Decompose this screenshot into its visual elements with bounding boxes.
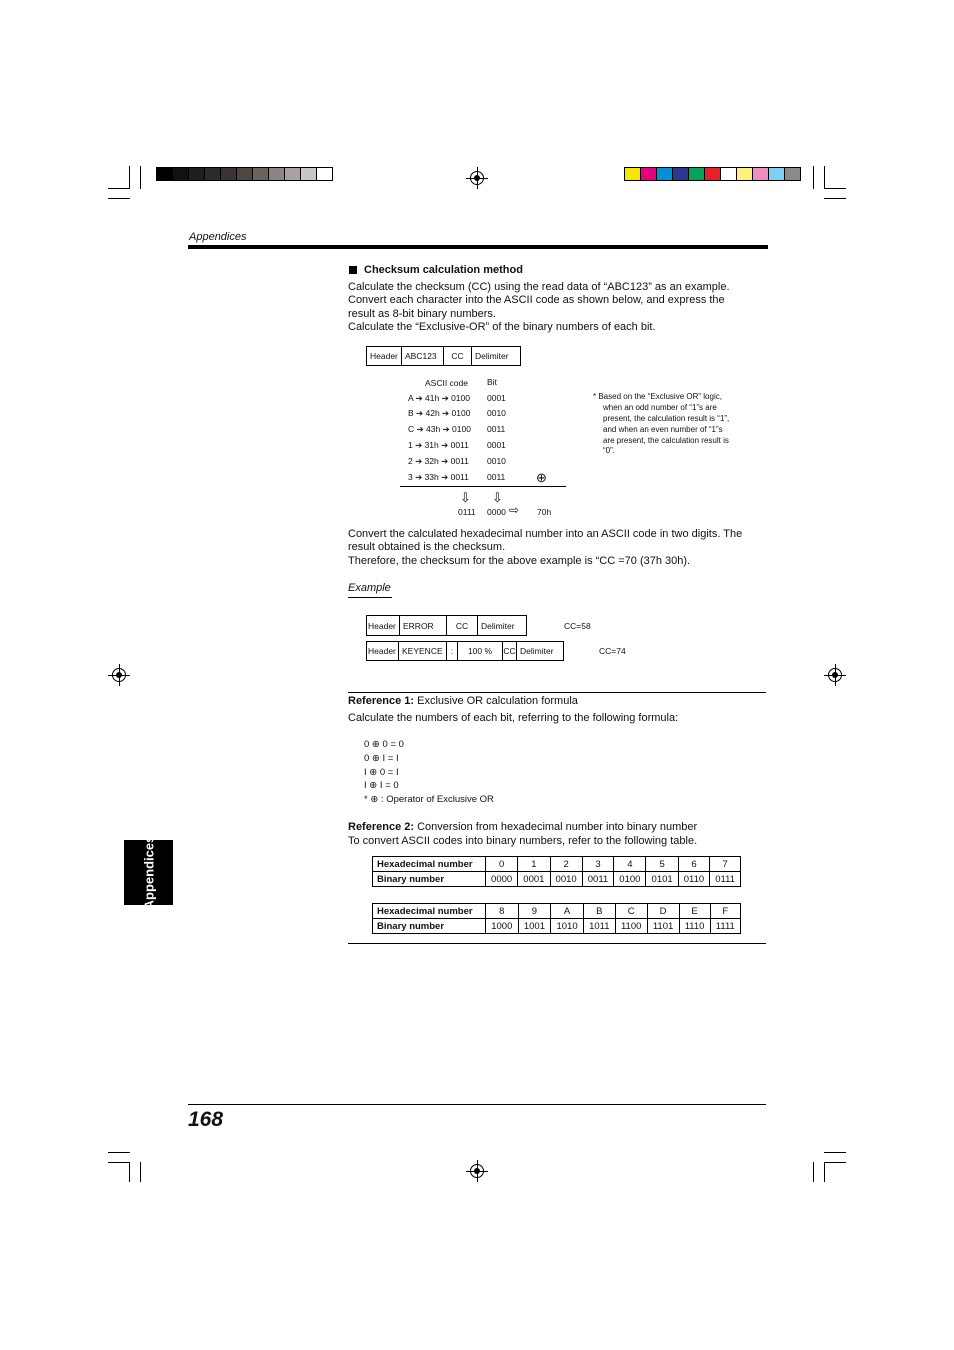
section-heading: Checksum calculation method <box>364 264 523 276</box>
binary-cell: 0100 <box>614 872 646 887</box>
hex-binary-table-1 <box>372 856 741 887</box>
color-swatch <box>268 167 285 181</box>
xor-formula: I ⊕ I = 0 <box>364 780 399 791</box>
xor-formula-note: * ⊕ : Operator of Exclusive OR <box>364 794 494 805</box>
binary-cell: 1110 <box>679 919 710 934</box>
binary-cell: 1010 <box>551 919 584 934</box>
paragraph-line: result as 8-bit binary numbers. <box>348 308 496 320</box>
result-hex: 70h <box>537 507 552 517</box>
color-swatch <box>768 167 785 181</box>
running-header: Appendices <box>189 231 247 243</box>
hex-cell: 9 <box>518 904 551 919</box>
table-row <box>373 904 741 919</box>
frame-cell: Header <box>367 347 402 365</box>
hex-cell: F <box>710 904 740 919</box>
color-swatch <box>640 167 657 181</box>
reference-1-label: Reference 1: <box>348 695 415 707</box>
hex-cell: 4 <box>614 857 646 872</box>
down-arrow-icon: ⇩ <box>460 490 471 505</box>
frame-cell: KEYENCE <box>399 642 447 660</box>
binary-cell: 1001 <box>518 919 551 934</box>
binary-cell: 0011 <box>582 872 613 887</box>
example-frame-keyence <box>366 641 564 661</box>
binary-cell: 0010 <box>550 872 582 887</box>
hex-cell: 1 <box>518 857 550 872</box>
registration-mark-icon <box>828 668 842 682</box>
color-swatch <box>220 167 237 181</box>
binary-cell: 0110 <box>678 872 709 887</box>
reference-2-subtitle: Conversion from hexadecimal number into binary number <box>414 821 698 833</box>
frame-cell: CC <box>444 347 472 365</box>
ascii-row-bits: 0001 <box>487 440 506 450</box>
reference-2-label: Reference 2: <box>348 821 415 833</box>
ascii-row-code: 2 ➔ 32h ➔ 0011 <box>408 456 469 466</box>
frame-cell: Header <box>367 616 400 635</box>
color-swatch <box>156 167 173 181</box>
ascii-row-bits: 0010 <box>487 456 506 466</box>
example-cc-value: CC=58 <box>564 621 591 631</box>
binary-cell: 1100 <box>615 919 647 934</box>
hex-cell: 8 <box>486 904 519 919</box>
sum-rule <box>400 486 566 487</box>
frame-cell: CC <box>503 642 517 660</box>
paragraph-line: Convert each character into the ASCII code as shown below, and express the <box>348 294 725 306</box>
frame-cell: CC <box>447 616 478 635</box>
color-swatch <box>284 167 301 181</box>
color-swatch <box>188 167 205 181</box>
right-arrow-icon: ⇨ <box>509 503 520 517</box>
table-row <box>373 919 741 934</box>
color-swatch <box>656 167 673 181</box>
table-row <box>373 857 741 872</box>
hex-cell: A <box>551 904 584 919</box>
side-tab-label: Appendices <box>141 835 156 910</box>
ascii-row-code: 3 ➔ 33h ➔ 0011 <box>408 472 469 482</box>
ascii-row-code: A ➔ 41h ➔ 0100 <box>408 393 470 403</box>
color-swatch <box>736 167 753 181</box>
heading-bullet-icon <box>349 266 357 274</box>
binary-cell: 1111 <box>710 919 740 934</box>
xor-formula: 0 ⊕ I = I <box>364 753 399 764</box>
frame-cell: Delimiter <box>475 351 509 361</box>
ascii-row-code: C ➔ 43h ➔ 0100 <box>408 424 471 434</box>
color-swatch <box>316 167 333 181</box>
registration-mark-icon <box>470 171 484 185</box>
reference-1-text: Calculate the numbers of each bit, referring to the following formula: <box>348 712 679 724</box>
color-swatch <box>172 167 189 181</box>
hex-cell: 3 <box>582 857 613 872</box>
binary-cell: 0001 <box>518 872 550 887</box>
paragraph-line: Calculate the checksum (CC) using the read data of “ABC123” as an example. <box>348 281 730 293</box>
table-header-cell: Binary number <box>373 872 486 887</box>
xor-formula: 0 ⊕ 0 = 0 <box>364 739 404 750</box>
reference-1-subtitle: Exclusive OR calculation formula <box>414 695 578 707</box>
color-swatch <box>300 167 317 181</box>
binary-cell: 0101 <box>646 872 678 887</box>
table-header-cell: Hexadecimal number <box>373 904 486 919</box>
ascii-row-bits: 0010 <box>487 408 506 418</box>
hex-cell: 5 <box>646 857 678 872</box>
color-swatch <box>688 167 705 181</box>
xor-note: and when an even number of “1”s <box>603 425 723 434</box>
frame-cell: Delimiter <box>481 620 515 631</box>
paragraph-line: Convert the calculated hexadecimal number into an ASCII code in two digits. The <box>348 528 743 540</box>
binary-cell: 0111 <box>710 872 741 887</box>
registration-mark-icon <box>470 1164 484 1178</box>
hex-cell: 0 <box>486 857 518 872</box>
color-swatch <box>704 167 721 181</box>
binary-cell: 0000 <box>486 872 518 887</box>
ascii-row-bits: 0011 <box>487 424 506 434</box>
color-swatch <box>624 167 641 181</box>
ascii-row-code: B ➔ 42h ➔ 0100 <box>408 408 471 418</box>
table-header-cell: Hexadecimal number <box>373 857 486 872</box>
ascii-row-code: 1 ➔ 31h ➔ 0011 <box>408 440 469 450</box>
binary-cell: 1101 <box>647 919 679 934</box>
reference-rule <box>348 692 766 693</box>
table-row <box>373 872 741 887</box>
ascii-row-bits: 0001 <box>487 393 506 403</box>
bit-label: Bit <box>487 377 497 387</box>
example-label: Example <box>348 582 391 594</box>
section-end-rule <box>348 943 766 944</box>
registration-mark-icon <box>112 668 126 682</box>
footer-rule <box>188 1104 766 1105</box>
reference-2-title <box>348 821 697 834</box>
down-arrow-icon: ⇩ <box>492 490 503 505</box>
frame-cell: 100 % <box>458 642 503 660</box>
result-high-nibble: 0111 <box>458 507 476 517</box>
color-swatch <box>672 167 689 181</box>
color-swatch <box>752 167 769 181</box>
hex-cell: C <box>615 904 647 919</box>
hex-binary-table-2 <box>372 903 741 934</box>
xor-note: * Based on the “Exclusive OR” logic, <box>593 392 722 401</box>
hex-cell: 6 <box>678 857 709 872</box>
side-tab <box>124 835 173 910</box>
binary-cell: 1000 <box>486 919 519 934</box>
paragraph-line: Calculate the “Exclusive-OR” of the binary numbers of each bit. <box>348 321 656 333</box>
hex-cell: B <box>583 904 615 919</box>
table-header-cell: Binary number <box>373 919 486 934</box>
xor-note: are present, the calculation result is <box>603 436 729 445</box>
hex-cell: 2 <box>550 857 582 872</box>
hex-cell: 7 <box>710 857 741 872</box>
reference-2-text: To convert ASCII codes into binary numbers, refer to the following table. <box>348 835 698 847</box>
xor-formula: I ⊕ 0 = I <box>364 767 399 778</box>
color-swatch <box>204 167 221 181</box>
binary-cell: 1011 <box>583 919 615 934</box>
frame-cell: Delimiter <box>520 646 554 656</box>
page-number: 168 <box>188 1108 224 1131</box>
hex-cell: E <box>679 904 710 919</box>
example-cc-value: CC=74 <box>599 646 626 656</box>
paragraph-line: Therefore, the checksum for the above example is “CC =70 (37h 30h). <box>348 555 691 567</box>
hex-cell: D <box>647 904 679 919</box>
xor-note: “0”. <box>603 446 615 455</box>
frame-cell: Header <box>367 642 399 660</box>
color-swatch <box>784 167 801 181</box>
example-frame-error <box>366 615 527 636</box>
color-swatch <box>236 167 253 181</box>
frame-cell: ABC123 <box>402 347 444 365</box>
frame-cell: : <box>447 642 458 660</box>
data-frame-diagram <box>366 346 521 366</box>
result-low-nibble: 0000 <box>487 507 506 517</box>
color-swatch <box>252 167 269 181</box>
paragraph-line: result obtained is the checksum. <box>348 541 506 553</box>
reference-1-title <box>348 695 578 708</box>
xor-operator-icon: ⊕ <box>536 470 547 485</box>
xor-note: present, the calculation result is “1”, <box>603 414 730 423</box>
example-underline <box>348 597 392 598</box>
ascii-code-label: ASCII code <box>425 378 468 388</box>
frame-cell: ERROR <box>400 616 447 635</box>
ascii-row-bits: 0011 <box>487 472 506 482</box>
color-swatch <box>720 167 737 181</box>
xor-note: when an odd number of “1”s are <box>603 403 717 412</box>
header-rule <box>188 245 768 249</box>
